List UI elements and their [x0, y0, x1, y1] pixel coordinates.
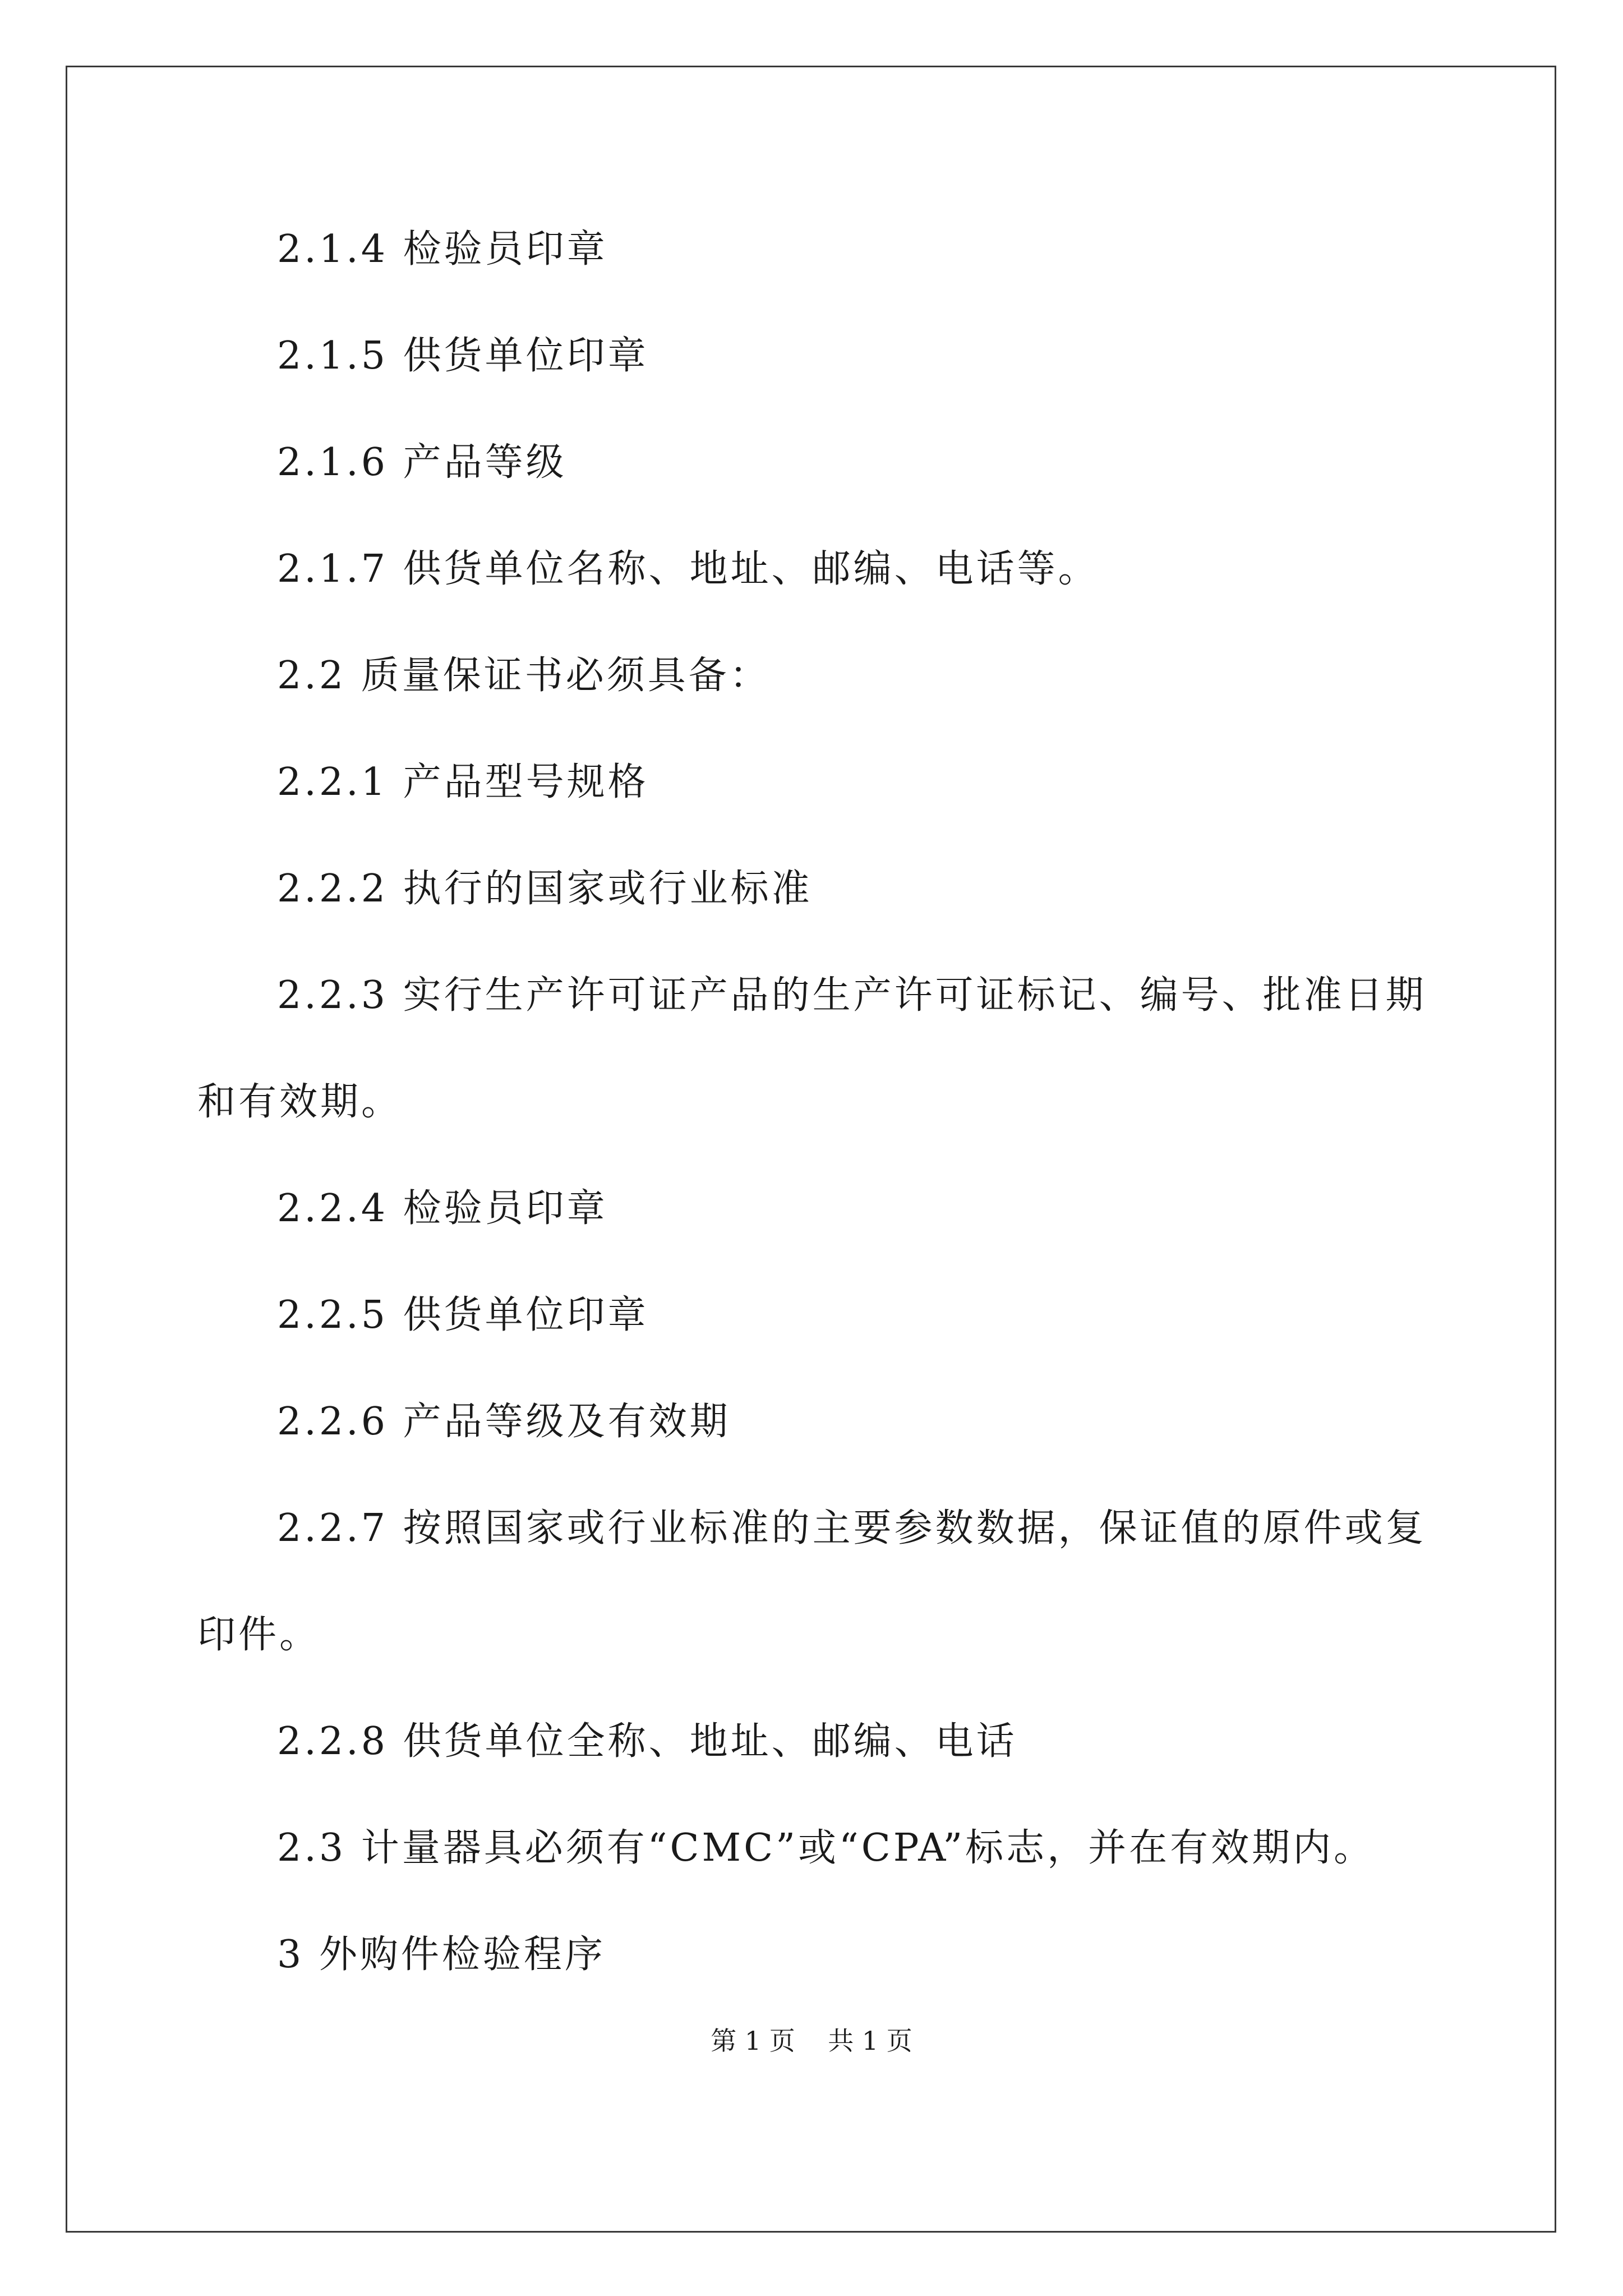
page-border — [66, 66, 1556, 2233]
text-line-2-2-1: 2.2.1 产品型号规格 — [277, 760, 649, 804]
text-line-2-2-2: 2.2.2 执行的国家或行业标准 — [277, 867, 813, 911]
text-line-2-2-3-continued: 和有效期。 — [197, 1080, 403, 1124]
text-line-2-1-7: 2.1.7 供货单位名称、地址、邮编、电话等。 — [277, 547, 1099, 591]
text-line-3: 3 外购件检验程序 — [277, 1932, 606, 1977]
text-line-2-1-4: 2.1.4 检验员印章 — [277, 227, 608, 272]
text-line-2-2: 2.2 质量保证书必须具备： — [277, 654, 771, 698]
text-line-2-1-5: 2.1.5 供货单位印章 — [277, 334, 649, 378]
text-line-2-1-6: 2.1.6 产品等级 — [277, 440, 567, 485]
text-line-2-2-8: 2.2.8 供货单位全称、地址、邮编、电话 — [277, 1719, 1017, 1764]
text-line-2-2-7: 2.2.7 按照国家或行业标准的主要参数数据，保证值的原件或复 — [277, 1506, 1427, 1550]
text-line-2-2-3: 2.2.3 实行生产许可证产品的生产许可证标记、编号、批准日期 — [277, 973, 1427, 1018]
text-line-2-2-4: 2.2.4 检验员印章 — [277, 1186, 608, 1231]
text-line-2-2-7-continued: 印件。 — [197, 1613, 321, 1657]
text-line-2-2-5: 2.2.5 供货单位印章 — [277, 1293, 649, 1337]
text-line-2-3: 2.3 计量器具必须有“CMC”或“CPA”标志，并在有效期内。 — [277, 1826, 1375, 1870]
text-line-2-2-6: 2.2.6 产品等级及有效期 — [277, 1400, 731, 1444]
page-number-footer: 第 1 页 共 1 页 — [711, 2026, 912, 2056]
